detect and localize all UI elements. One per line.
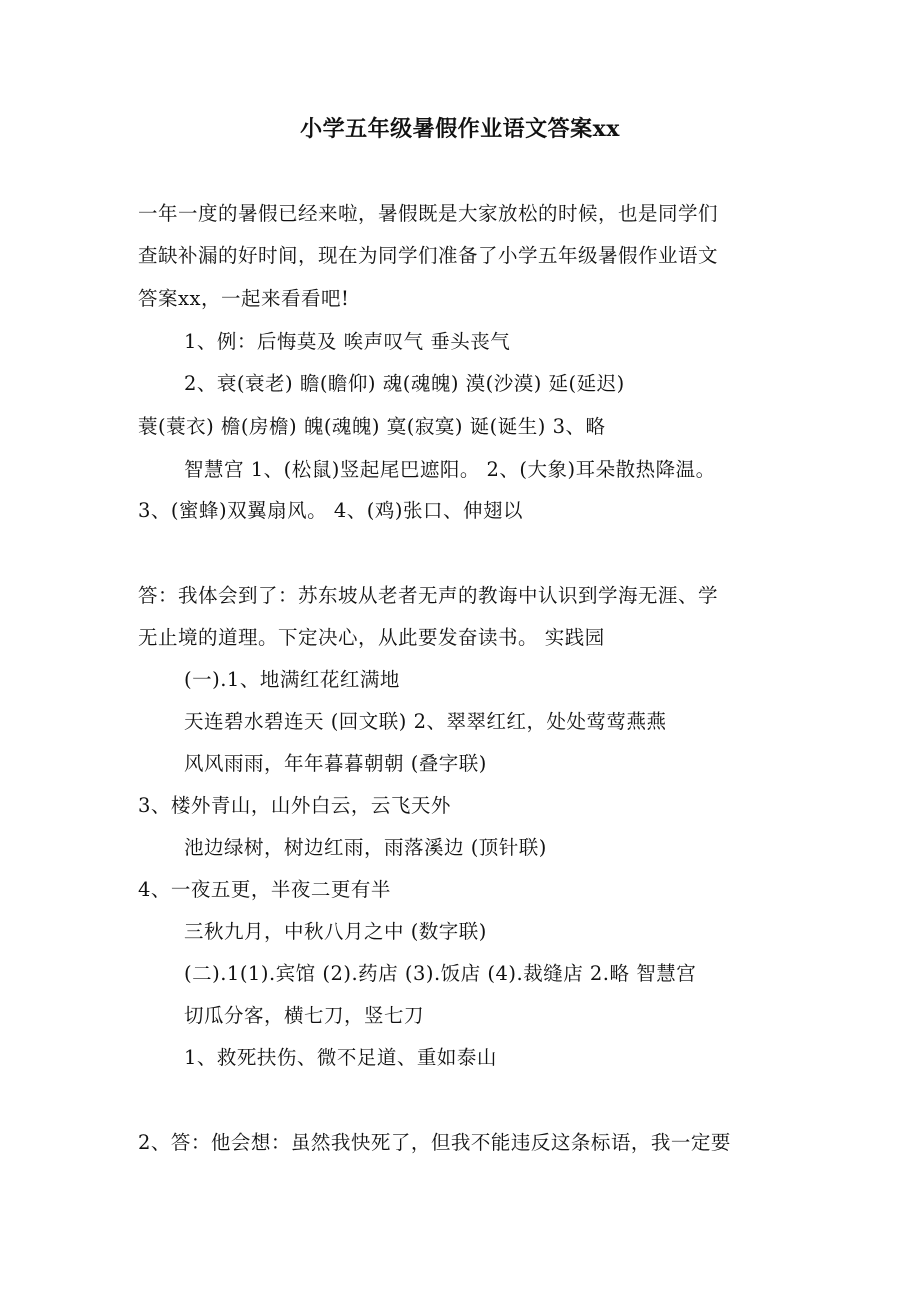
body-line-17: 三秋九月，中秋八月之中 (数字联) [184,920,487,943]
body-line-19: 切瓜分客，横七刀，竖七刀 [184,1004,425,1027]
body-line-16: 4、一夜五更，半夜二更有半 [138,878,391,901]
body-line-12: 天连碧水碧连天 (回文联) 2、翠翠红红，处处莺莺燕燕 [184,710,667,733]
body-line-6: 蓑(蓑衣) 檐(房檐) 魄(魂魄) 寞(寂寞) 诞(诞生) 3、略 [138,415,606,438]
body-line-4: 1、例：后悔莫及 唉声叹气 垂头丧气 [184,330,511,353]
body-line-8: 3、(蜜蜂)双翼扇风。 4、(鸡)张口、伸翅以 [138,499,523,522]
body-line-13: 风风雨雨，年年暮暮朝朝 (叠字联) [184,752,487,775]
body-line-7: 智慧宫 1、(松鼠)竖起尾巴遮阳。 2、(大象)耳朵散热降温。 [184,458,716,481]
body-line-9: 答：我体会到了：苏东坡从老者无声的教诲中认识到学海无涯、学 [138,584,719,607]
body-line-1: 一年一度的暑假已经来啦，暑假既是大家放松的时候，也是同学们 [138,202,719,225]
body-line-11: (一).1、地满红花红满地 [184,668,400,691]
document-title: 小学五年级暑假作业语文答案xx [300,116,620,142]
body-line-2: 查缺补漏的好时间，现在为同学们准备了小学五年级暑假作业语文 [138,244,719,267]
body-line-5: 2、衰(衰老) 瞻(瞻仰) 魂(魂魄) 漠(沙漠) 延(延迟) [184,372,625,395]
body-line-3: 答案xx，一起来看看吧! [138,287,350,310]
body-line-21: 2、答：他会想：虽然我快死了，但我不能违反这条标语，我一定要 [138,1131,731,1154]
body-line-14: 3、楼外青山，山外白云，云飞天外 [138,794,451,817]
body-line-10: 无止境的道理。下定决心，从此要发奋读书。 实践园 [138,626,605,649]
body-line-20: 1、救死扶伤、微不足道、重如泰山 [184,1046,497,1069]
body-line-15: 池边绿树，树边红雨，雨落溪边 (顶针联) [184,836,547,859]
body-line-18: (二).1(1).宾馆 (2).药店 (3).饭店 (4).裁缝店 2.略 智慧宫 [184,962,697,985]
